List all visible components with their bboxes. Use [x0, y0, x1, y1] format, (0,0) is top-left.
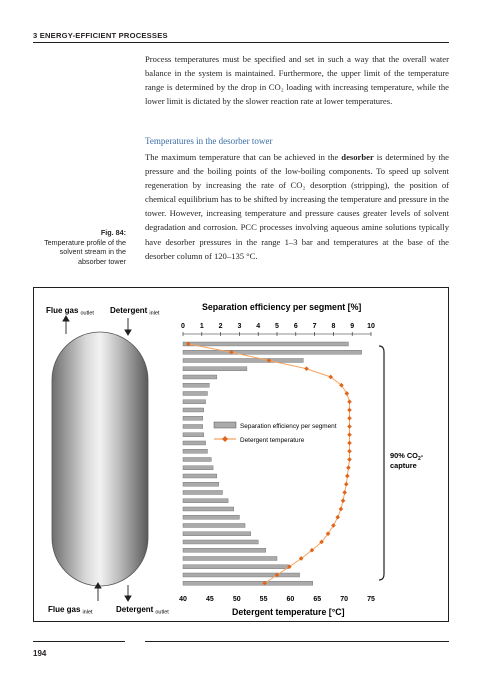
bottom-tick-label: 70 [340, 596, 349, 603]
top-tick-label: 3 [237, 323, 242, 330]
top-tick-label: 0 [181, 323, 185, 330]
bottom-tick-label: 75 [367, 596, 375, 603]
temperature-point [347, 408, 352, 413]
efficiency-bar [183, 425, 203, 429]
efficiency-bar [183, 491, 222, 495]
efficiency-bar [183, 408, 204, 412]
x-axis-label: Detergent temperature [°C] [232, 607, 345, 617]
top-tick-label: 10 [367, 323, 375, 330]
top-tick-label: 9 [350, 323, 355, 330]
efficiency-bar [183, 433, 204, 437]
efficiency-bar [183, 416, 203, 420]
efficiency-bar [183, 466, 213, 470]
temperature-point [347, 416, 352, 421]
footer-rule-right [145, 641, 449, 642]
top-tick-label: 4 [256, 323, 261, 330]
efficiency-bar [183, 573, 300, 577]
temperature-point [347, 449, 352, 454]
page-number: 194 [33, 649, 47, 658]
paragraph-1: Process temperatures must be specified and set in such a way that the overall water balance in the system is maintained. Furthermore, the upper limit of the temperature range is determined by the drop in CO₂ loading with increasing temperature, while the lower limit is dictated by the slower reaction rate at lower temperatures. [145, 54, 449, 107]
top-axis-ticks [181, 323, 375, 336]
bottom-axis-ticks [179, 596, 375, 603]
efficiency-bar [183, 375, 217, 379]
bottom-tick-label: 55 [259, 596, 268, 603]
flue-gas-outlet-label: Flue gas outlet [46, 306, 94, 317]
efficiency-bar [183, 581, 313, 585]
top-tick-label: 2 [218, 323, 223, 330]
paragraph-2-bold: desorber [341, 152, 374, 162]
absorber-figure-svg [34, 288, 449, 622]
figure-caption-text: Temperature profile of the solvent stream in the absorber tower [44, 237, 126, 266]
efficiency-bar [183, 540, 258, 544]
legend-line-label: Detergent temperature [240, 437, 305, 444]
paragraph-2-end: is determined by the pressure and the boiling points of the low-boiling components. To speed up solvent regeneration by increasing the rate of CO₂ desorption (stripping), the position of chemical equilibrium has to be shifted by increasing the temperature and pressure in the tower. However, increasing temperature and pressure causes greater levels of solvent degradation and corrosion. PCC processes involving aqueous amine solutions typically have desorber pressures in the range 1–3 bar and temperatures at the base of the desorber column of 120–135 °C. [145, 152, 449, 261]
temperature-point [342, 490, 347, 495]
footer-rule-left [33, 641, 125, 642]
top-tick-label: 1 [199, 323, 204, 330]
efficiency-bar [183, 474, 217, 478]
top-tick-label: 8 [331, 323, 336, 330]
figure-84 [33, 287, 449, 622]
capture-bracket [379, 346, 384, 580]
legend-bar-swatch [214, 422, 236, 428]
temperature-point [347, 432, 352, 437]
efficiency-bar [183, 507, 234, 511]
bottom-tick-label: 65 [313, 596, 322, 603]
detergent-outlet-label: Detergent outlet [116, 605, 169, 616]
efficiency-bar [183, 548, 266, 552]
temperature-point [304, 366, 309, 371]
flue-gas-inlet-label: Flue gas inlet [48, 605, 93, 616]
chapter-header: 3 ENERGY-EFFICIENT PROCESSES [33, 31, 168, 40]
figure-number: Fig. 84: [100, 228, 126, 237]
bottom-tick-label: 60 [286, 596, 295, 603]
paragraph-2-start: The maximum temperature that can be achieved in the [145, 152, 342, 162]
efficiency-bar [183, 557, 277, 561]
legend-bar-label: Separation efficiency per segment [240, 423, 337, 430]
efficiency-bar [183, 400, 206, 404]
temperature-point [347, 424, 352, 429]
temperature-point [346, 465, 351, 470]
efficiency-bar [183, 499, 228, 503]
section-heading: Temperatures in the desorber tower [145, 136, 273, 146]
efficiency-bar [183, 482, 219, 486]
detergent-inlet-label: Detergent inlet [110, 306, 160, 317]
efficiency-bar [183, 392, 207, 396]
efficiency-bars [183, 342, 362, 585]
detergent-inlet-arrowhead [125, 330, 131, 335]
efficiency-bar [183, 359, 303, 363]
efficiency-bar [183, 350, 362, 354]
efficiency-bar [183, 383, 209, 387]
top-tick-label: 5 [275, 323, 279, 330]
efficiency-bar [183, 515, 239, 519]
capture-label-line1: 90% $CO_2-$ [390, 451, 424, 462]
top-tick-label: 6 [293, 323, 298, 330]
flue-gas-outlet-arrowhead [63, 316, 69, 321]
capture-label-line2: capture [390, 461, 417, 470]
temperature-point [347, 399, 352, 404]
header-rule [33, 42, 449, 43]
figure-caption [33, 228, 126, 266]
temperature-point [335, 515, 340, 520]
efficiency-bar [183, 532, 251, 536]
bottom-tick-label: 45 [205, 596, 214, 603]
detergent-outlet-arrowhead [125, 596, 131, 601]
bottom-tick-label: 50 [232, 596, 241, 603]
temperature-point [339, 507, 344, 512]
efficiency-bar [183, 441, 206, 445]
chart-title: Separation efficiency per segment [%] [202, 302, 362, 312]
temperature-point [341, 498, 346, 503]
efficiency-bar [183, 458, 211, 462]
absorber-vessel [52, 332, 148, 586]
efficiency-bar [183, 565, 288, 569]
top-tick-label: 7 [312, 323, 317, 330]
efficiency-bar [183, 367, 247, 371]
legend-marker [222, 436, 228, 442]
temperature-point [347, 457, 352, 462]
paragraph-2 [145, 150, 449, 263]
temperature-point [345, 474, 350, 479]
efficiency-bar [183, 342, 348, 346]
efficiency-bar [183, 449, 207, 453]
efficiency-bar [183, 524, 245, 528]
temperature-polyline [188, 344, 349, 583]
temperature-point [344, 482, 349, 487]
chart-legend [214, 422, 337, 444]
bottom-tick-label: 40 [179, 596, 187, 603]
temperature-point [347, 441, 352, 446]
